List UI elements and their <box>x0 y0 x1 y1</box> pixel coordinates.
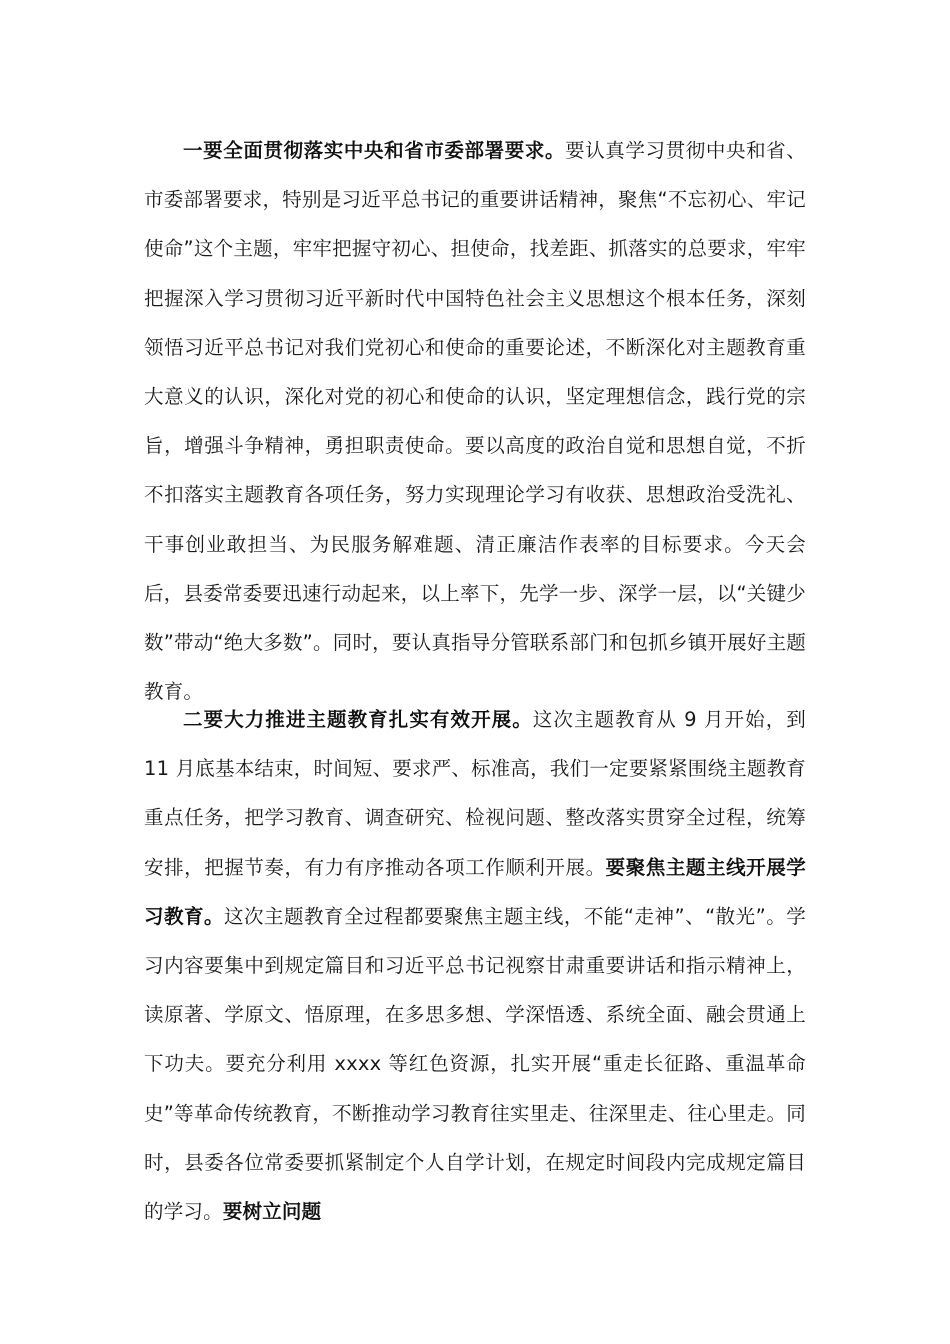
paragraph-1 <box>144 126 806 716</box>
paragraph-1-heading: 一要全面贯彻落实中央和省市委部署要求。 <box>183 139 566 162</box>
paragraph-1-body: 要认真学习贯彻中央和省、市委部署要求，特别是习近平总书记的重要讲话精神，聚焦“不忘初心、牢记使命”这个主题，牢牢把握守初心、担使命，找差距、抓落实的总要求，牢牢把握深入学习贯彻习近平新时代中国特色社会主义思想这个根本任务，深刻领悟习近平总书记对我们党初心和使命的重要论述，不断深化对主题教育重大意义的认识，深化对党的初心和使命的认识，坚定理想信念，践行党的宗旨，增强斗争精神，勇担职责使命。要以高度的政治自觉和思想自觉，不折不扣落实主题教育各项任务，努力实现理论学习有收获、思想政治受洗礼、干事创业敢担当、为民服务解难题、清正廉洁作表率的目标要求。今天会后，县委常委要迅速行动起来，以上率下，先学一步、深学一层，以“关键少数”带动“绝大多数”。同时，要认真指导分管联系部门和包抓乡镇开展好主题教育。 <box>144 139 806 704</box>
paragraph-2-subheading-1: 要聚焦主题主线开展学习教育。 <box>144 855 806 928</box>
paragraph-2 <box>144 695 806 1236</box>
paragraph-2-body-1: 这次主题教育从 9 月开始，到 11 月底基本结束，时间短、要求严、标准高，我们一定要紧紧围绕主题教育重点任务，把学习教育、调查研究、检视问题、整改落实贯穿全过程，统筹安排，把握节奏，有力有序推动各项工作顺利开展。 <box>144 708 807 879</box>
paragraph-2-subheading-2: 要树立问题 <box>222 1200 322 1224</box>
paragraph-2-body-2: 这次主题教育全过程都要聚焦主题主线，不能“走神”、“散光”。学习内容要集中到规定篇目和习近平总书记视察甘肃重要讲话和指示精神上，读原著、学原文、悟原理，在多思多想、学深悟透、系统全面、融会贯通上下功夫。要充分利用 xxxx 等红色资源，扎实开展“重走长征路、重温革命史”等革命传统教育，不断推动学习教育往实里走、往深里走、往心里走。同时，县委各位常委要抓紧制定个人自学计划，在规定时间段内完成规定篇目的学习。 <box>144 904 806 1224</box>
paragraph-2-heading: 二要大力推进主题教育扎实有效开展。 <box>183 708 533 731</box>
